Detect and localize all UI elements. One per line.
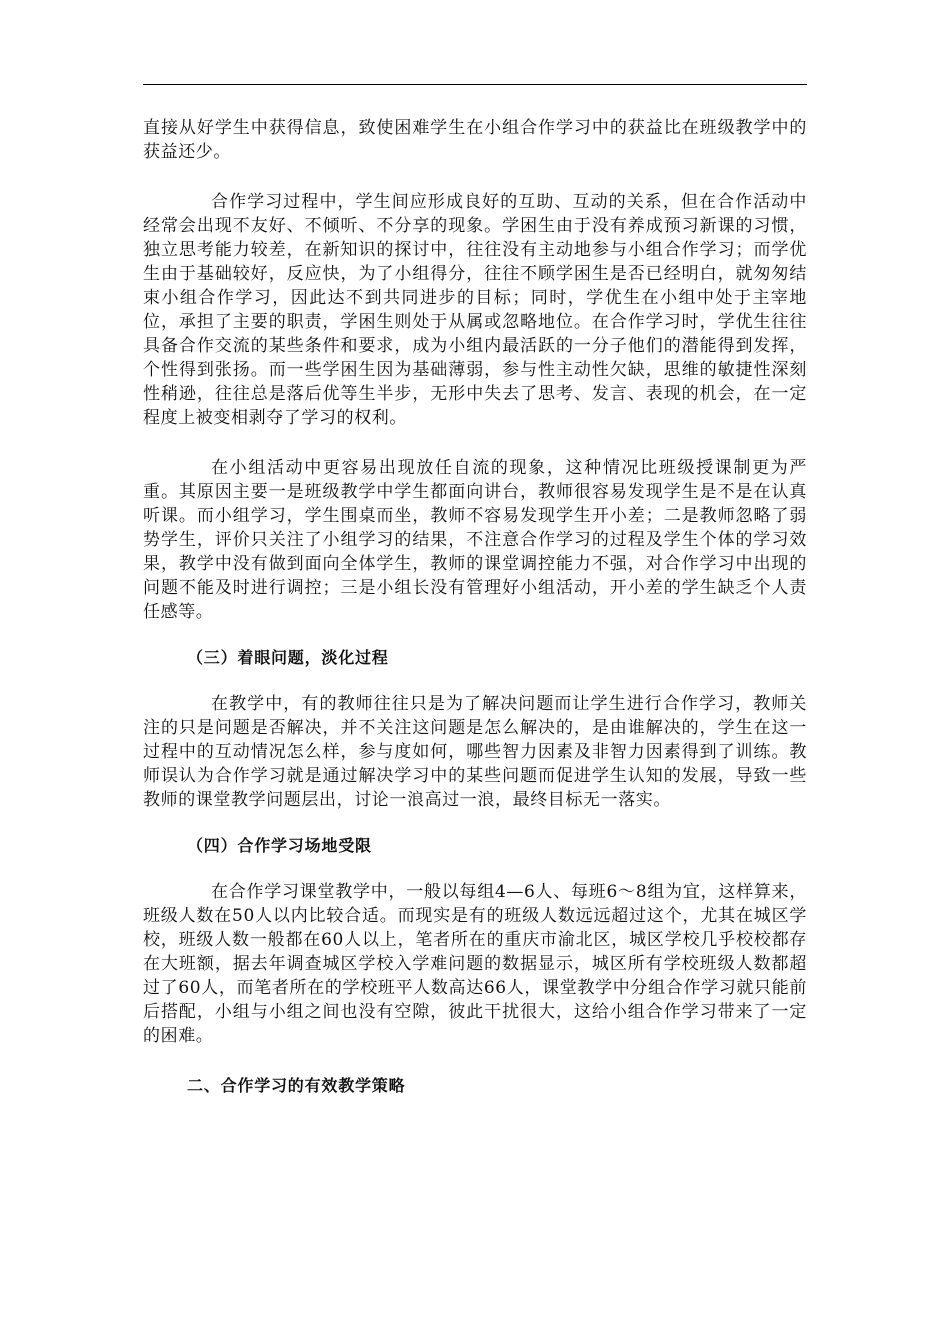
paragraph-problem-focus: 在教学中，有的教师往往只是为了解决问题而让学生进行合作学习，教师关注的只是问题是否解决，并不关注这问题是怎么解决的，是由谁解决的，学生在这一过程中的互动情况怎么样，参与度如何，哪些智力因素及非智力因素得到了训练。教师误认为合作学习就是通过解决学习中的某些问题而促进学生认知的发展，导致一些教师的课堂教学问题层出，讨论一浪高过一浪，最终目标无一落实。 xyxy=(143,694,807,810)
chapter-heading-strategies: 二、合作学习的有效教学策略 xyxy=(187,1076,406,1095)
paragraph-laissez-faire: 在小组活动中更容易出现放任自流的现象，这种情况比班级授课制更为严重。其原因主要一是班级教学中学生都面向讲台，教师很容易发现学生是不是在认真听课。而小组学习，学生围桌而坐，教师不容易发现学生开小差；二是教师忽略了弱势学生，评价只关注了小组学习的结果，不注意合作学习的过程及学生个体的学习效果，教学中没有做到面向全体学生，教师的课堂调控能力不强，对合作学习中出现的问题不能及时进行调控；三是小组长没有管理好小组活动，开小差的学生缺乏个人责任感等。 xyxy=(143,458,807,622)
document-page xyxy=(143,0,807,1344)
paragraph-cooperation-relations: 合作学习过程中，学生间应形成良好的互助、互动的关系，但在合作活动中经常会出现不友好、不倾听、不分享的现象。学困生由于没有养成预习新课的习惯，独立思考能力较差，在新知识的探讨中，往往没有主动地参与小组合作学习；而学优生由于基础较好，反应快，为了小组得分，往往不顾学困生是否已经明白，就匆匆结束小组合作学习，因此达不到共同进步的目标；同时，学优生在小组中处于主宰地位，承担了主要的职责，学困生则处于从属或忽略地位。在合作学习时，学优生往往具备合作交流的某些条件和要求，成为小组内最活跃的一分子他们的潜能得到发挥，个性得到张扬。而一些学困生因为基础薄弱，参与性主动性欠缺，思维的敏捷性深刻性稍逊，往往总是落后优等生半步，无形中失去了思考、发言、表现的机会，在一定程度上被变相剥夺了学习的权利。 xyxy=(143,192,807,428)
document-body xyxy=(143,116,807,1098)
paragraph-continuation: 直接从好学生中获得信息，致使困难学生在小组合作学习中的获益比在班级教学中的获益还少。 xyxy=(143,118,807,162)
section-heading-3: （三）着眼问题，淡化过程 xyxy=(187,648,389,667)
section-heading-4: （四）合作学习场地受限 xyxy=(187,836,372,855)
header-rule xyxy=(143,84,807,85)
paragraph-space-limits: 在合作学习课堂教学中，一般以每组4—6人、每班6～8组为宜，这样算来，班级人数在50人以内比较合适。而现实是有的班级人数远远超过这个，尤其在城区学校，班级人数一般都在60人以上，笔者所在的重庆市渝北区，城区学校几乎校校都存在大班额，据去年调查城区学校入学难问题的数据显示，城区所有学校班级人数都超过了60人，而笔者所在的学校班平人数高达66人，课堂教学中分组合作学习就只能前后搭配，小组与小组之间也没有空隙，彼此干扰很大，这给小组合作学习带来了一定的困难。 xyxy=(143,882,807,1046)
